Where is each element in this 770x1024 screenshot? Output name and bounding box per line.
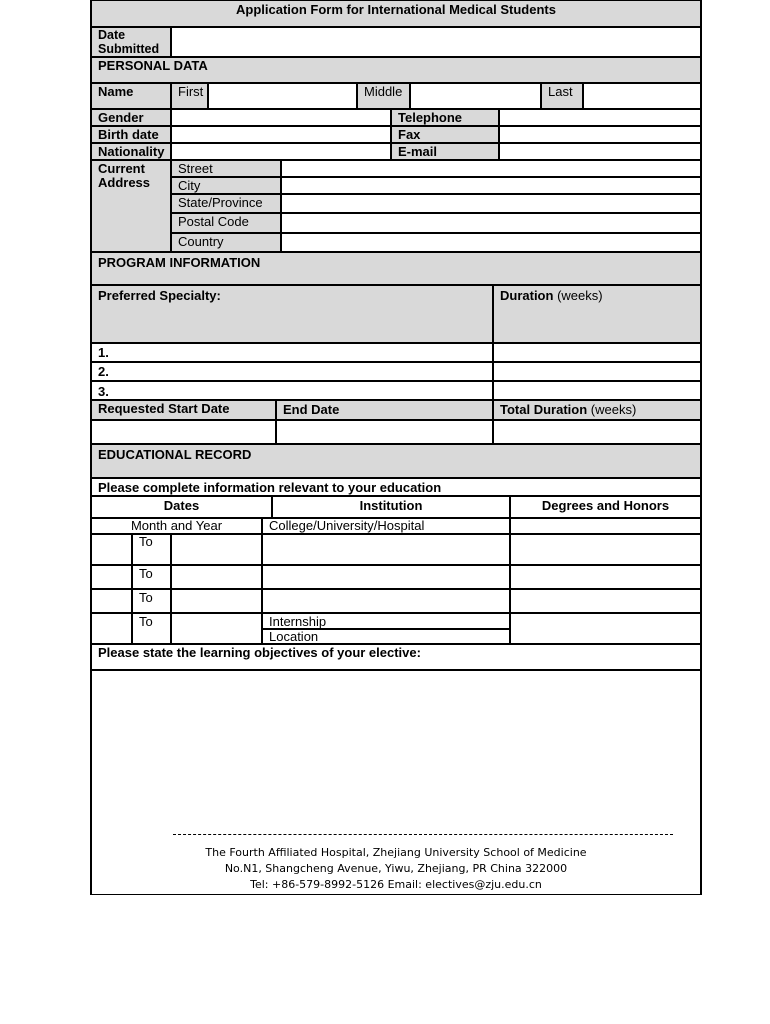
email-field[interactable] (499, 143, 701, 160)
first-name-label: First (171, 83, 208, 109)
gender-field[interactable] (171, 109, 391, 126)
postal-code-label: Postal Code (171, 213, 281, 233)
state-province-field[interactable] (281, 194, 701, 213)
current-address-label: Current Address (91, 160, 171, 252)
edu-row-2-degrees[interactable] (510, 565, 701, 589)
edu-row-1-from[interactable] (91, 534, 132, 565)
middle-name-label: Middle (357, 83, 410, 109)
email-label: E-mail (391, 143, 499, 160)
duration-unit-hint: (weeks) (557, 288, 603, 303)
edu-row-2-to-label: To (132, 565, 171, 589)
duration-choice-2[interactable] (493, 362, 701, 381)
personal-data-header: PERSONAL DATA (91, 57, 701, 83)
degrees-honors-column-header: Degrees and Honors (510, 496, 701, 518)
form-title: Application Form for International Medical Students (91, 0, 701, 27)
nationality-label: Nationality (91, 143, 171, 160)
telephone-field[interactable] (499, 109, 701, 126)
duration-choice-3[interactable] (493, 381, 701, 400)
internship-label: Internship (262, 613, 510, 629)
total-duration-field[interactable] (493, 420, 701, 444)
edu-row-3-institution[interactable] (262, 589, 510, 613)
edu-row-4-degrees[interactable] (510, 613, 701, 644)
edu-row-2-from[interactable] (91, 565, 132, 589)
college-university-hospital-subheader: College/University/Hospital (262, 518, 510, 534)
footer-hospital-name: The Fourth Affiliated Hospital, Zhejiang University School of Medicine (205, 846, 587, 859)
edu-row-4-to-date[interactable] (171, 613, 262, 644)
specialty-choice-1[interactable]: 1. (91, 343, 493, 362)
specialty-choice-3[interactable]: 3. (91, 381, 493, 400)
total-duration-unit-hint: (weeks) (590, 402, 637, 417)
country-label: Country (171, 233, 281, 252)
edu-row-1-degrees[interactable] (510, 534, 701, 565)
last-name-field[interactable] (583, 83, 701, 109)
edu-row-1-institution[interactable] (262, 534, 510, 565)
requested-start-date-label: Requested Start Date (91, 400, 276, 420)
city-label: City (171, 177, 281, 194)
telephone-label: Telephone (391, 109, 499, 126)
total-duration-label-text: Total Duration (500, 402, 588, 417)
last-name-label: Last (541, 83, 583, 109)
edu-row-2-institution[interactable] (262, 565, 510, 589)
specialty-choice-2[interactable]: 2. (91, 362, 493, 381)
footer-address: No.N1, Shangcheng Avenue, Yiwu, Zhejiang, PR China 322000 (224, 862, 568, 875)
duration-choice-1[interactable] (493, 343, 701, 362)
duration-label (493, 285, 701, 343)
edu-row-1-to-date[interactable] (171, 534, 262, 565)
fax-field[interactable] (499, 126, 701, 143)
street-label: Street (171, 160, 281, 177)
city-field[interactable] (281, 177, 701, 194)
street-field[interactable] (281, 160, 701, 177)
middle-name-field[interactable] (410, 83, 541, 109)
date-submitted-field[interactable] (171, 27, 701, 57)
first-name-field[interactable] (208, 83, 357, 109)
gender-label: Gender (91, 109, 171, 126)
start-date-field[interactable] (91, 420, 276, 444)
dates-column-header: Dates (91, 496, 272, 518)
fax-label: Fax (391, 126, 499, 143)
total-duration-label (493, 400, 701, 420)
edu-row-1-to-label: To (132, 534, 171, 565)
month-year-subheader: Month and Year (91, 518, 262, 534)
educational-record-header: EDUCATIONAL RECORD (91, 444, 701, 478)
duration-label-text: Duration (500, 288, 554, 303)
end-date-field[interactable] (276, 420, 493, 444)
institution-column-header: Institution (272, 496, 510, 518)
country-field[interactable] (281, 233, 701, 252)
birth-date-field[interactable] (171, 126, 391, 143)
edu-row-3-from[interactable] (91, 589, 132, 613)
postal-code-field[interactable] (281, 213, 701, 233)
edu-row-3-degrees[interactable] (510, 589, 701, 613)
end-date-label: End Date (276, 400, 493, 420)
preferred-specialty-label: Preferred Specialty: (91, 285, 493, 343)
name-label: Name (91, 83, 171, 109)
edu-row-3-to-date[interactable] (171, 589, 262, 613)
program-information-header: PROGRAM INFORMATION (91, 252, 701, 285)
edu-row-2-to-date[interactable] (171, 565, 262, 589)
state-province-label: State/Province (171, 194, 281, 213)
date-submitted-label: Date Submitted (91, 27, 171, 57)
edu-row-3-to-label: To (132, 589, 171, 613)
edu-row-4-from[interactable] (91, 613, 132, 644)
nationality-field[interactable] (171, 143, 391, 160)
location-label: Location (262, 629, 510, 644)
education-instruction: Please complete information relevant to your education (91, 478, 701, 496)
birth-date-label: Birth date (91, 126, 171, 143)
degrees-subheader-blank (510, 518, 701, 534)
application-form (90, 0, 702, 895)
footer-contact: Tel: +86-579-8992-5126 Email: electives@zju.edu.cn (250, 878, 542, 891)
learning-objectives-label: Please state the learning objectives of your elective: (91, 644, 701, 670)
edu-row-4-to-label: To (132, 613, 171, 644)
footer-divider (173, 834, 673, 835)
